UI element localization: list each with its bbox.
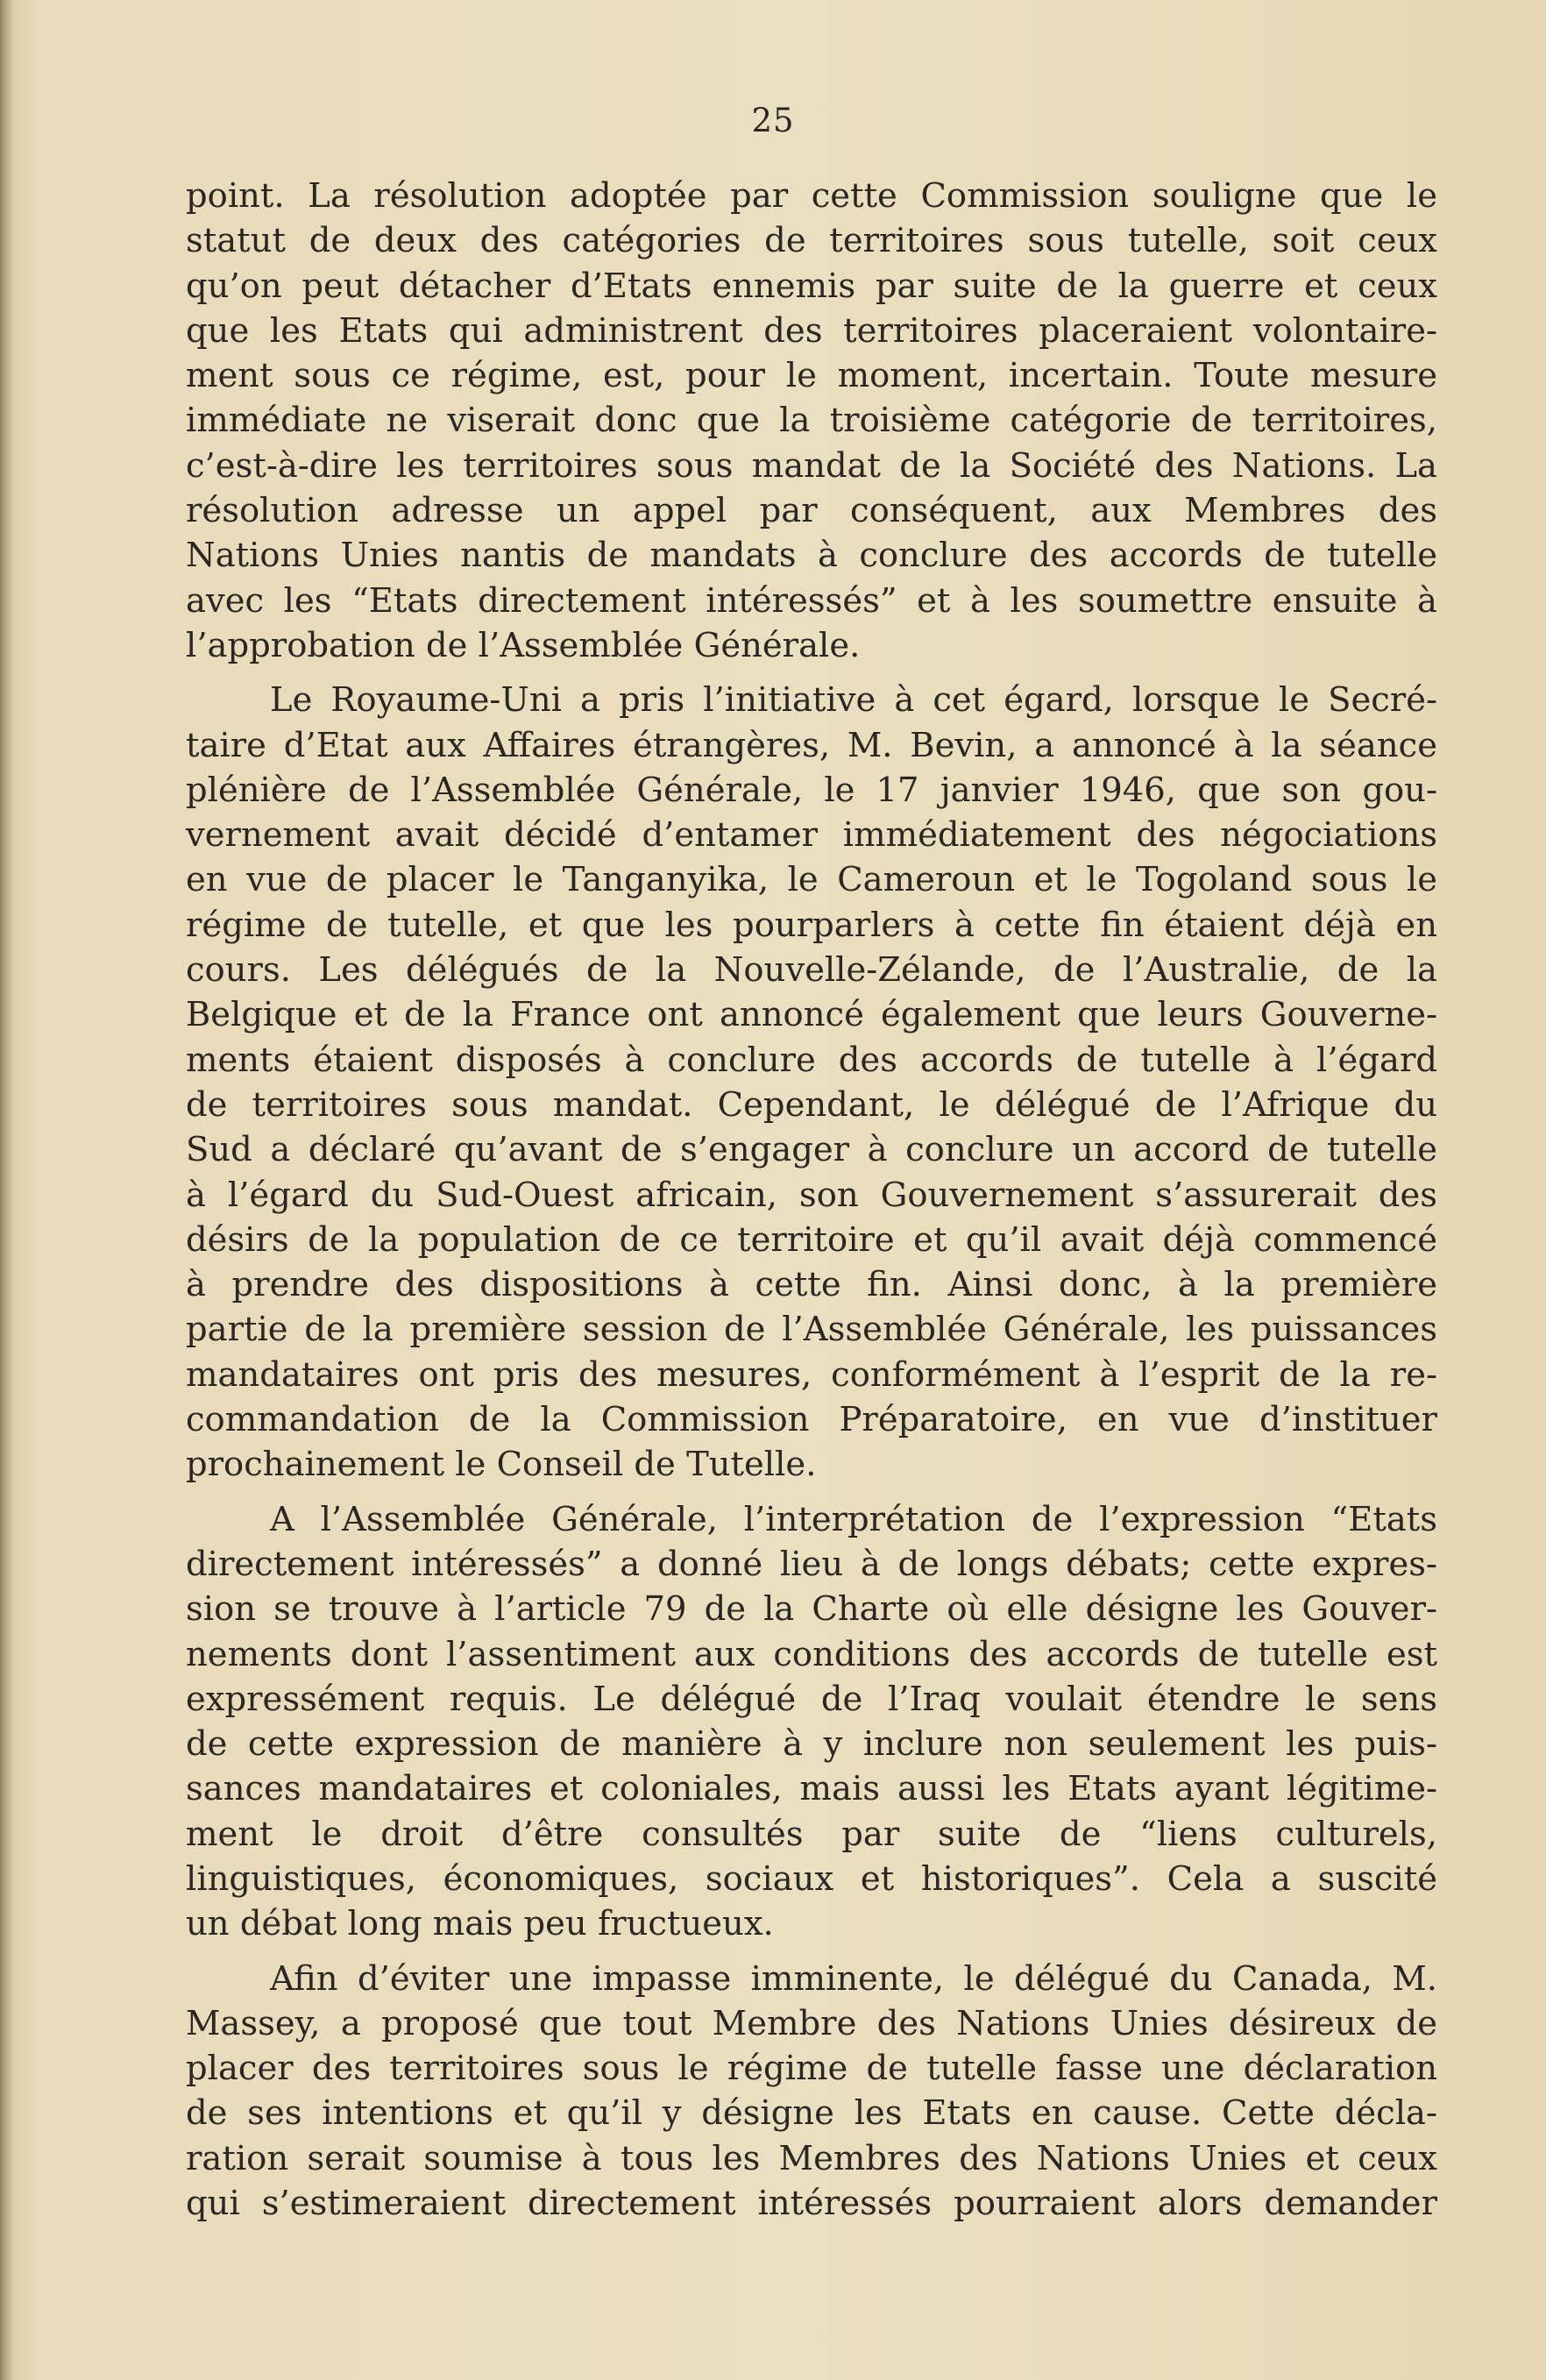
text-line: linguistiques, économiques, sociaux et historiques”. Cela a suscité	[186, 1858, 1437, 1899]
paragraph	[186, 1957, 1437, 2227]
text-line: mandataires ont pris des mesures, conformément à l’esprit de la re-	[186, 1354, 1437, 1395]
text-line: plénière de l’Assemblée Générale, le 17 janvier 1946, que son gou-	[186, 770, 1437, 810]
text-line: c’est-à-dire les territoires sous mandat de la Société des Nations. La	[186, 445, 1437, 486]
text-line: Belgique et de la France ont annoncé également que leurs Gouverne-	[186, 995, 1437, 1035]
text-line: Le Royaume-Uni a pris l’initiative à cet égard, lorsque le Secré-	[270, 680, 1437, 721]
paragraph	[186, 174, 1437, 668]
text-line: en vue de placer le Tanganyika, le Cameroun et le Togoland sous le	[186, 860, 1437, 900]
text-line: à l’égard du Sud-Ouest africain, son Gouvernement s’assurerait des	[186, 1175, 1437, 1215]
text-line: résolution adresse un appel par conséquent, aux Membres des	[186, 491, 1437, 531]
text-line: expressément requis. Le délégué de l’Iraq voulait étendre le sens	[186, 1679, 1437, 1719]
text-line: ment le droit d’être consultés par suite de “liens culturels,	[186, 1814, 1437, 1854]
text-line: immédiate ne viserait donc que la troisième catégorie de territoires,	[186, 401, 1437, 441]
text-line: nements dont l’assentiment aux conditions des accords de tutelle est	[186, 1634, 1437, 1674]
page-number: 25	[751, 102, 795, 139]
text-line: placer des territoires sous le régime de tutelle fasse une déclaration	[186, 2049, 1437, 2089]
text-line: commandation de la Commission Préparatoire, en vue d’instituer	[186, 1400, 1437, 1440]
text-line: sances mandataires et coloniales, mais aussi les Etats ayant légitime-	[186, 1769, 1437, 1809]
text-line: point. La résolution adoptée par cette Commission souligne que le	[186, 176, 1437, 216]
text-line: que les Etats qui administrent des territoires placeraient volontaire-	[186, 310, 1437, 351]
text-line: de territoires sous mandat. Cependant, le délégué de l’Afrique du	[186, 1084, 1437, 1125]
text-line: prochainement le Conseil de Tutelle.	[186, 1445, 817, 1485]
text-line: avec les “Etats directement intéressés” et à les soumettre ensuite à	[186, 580, 1437, 621]
text-line: Nations Unies nantis de mandats à conclure des accords de tutelle	[186, 536, 1437, 576]
text-line: de ses intentions et qu’il y désigne les Etats en cause. Cette décla-	[186, 2093, 1437, 2134]
text-line: statut de deux des catégories de territoires sous tutelle, soit ceux	[186, 221, 1437, 261]
text-line: régime de tutelle, et que les pourparlers à cette fin étaient déjà en	[186, 905, 1437, 945]
text-line: taire d’Etat aux Affaires étrangères, M. Bevin, a annoncé à la séance	[186, 725, 1437, 765]
text-line: ments étaient disposés à conclure des accords de tutelle à l’égard	[186, 1040, 1437, 1080]
book-binding-edge	[0, 0, 12, 2380]
text-line: Massey, a proposé que tout Membre des Nations Unies désireux de	[186, 2003, 1437, 2043]
text-line: directement intéressés” a donné lieu à de longs débats; cette expres-	[186, 1544, 1437, 1584]
paragraph	[186, 678, 1437, 1487]
text-line: désirs de la population de ce territoire et qu’il avait déjà commencé	[186, 1219, 1437, 1260]
text-line: cours. Les délégués de la Nouvelle-Zélande, de l’Australie, de la	[186, 950, 1437, 991]
text-line: ment sous ce régime, est, pour le moment, incertain. Toute mesure	[186, 356, 1437, 396]
text-line: Afin d’éviter une impasse imminente, le délégué du Canada, M.	[270, 1958, 1437, 1999]
text-line: un débat long mais peu fructueux.	[186, 1904, 774, 1944]
text-line: qu’on peut détacher d’Etats ennemis par suite de la guerre et ceux	[186, 266, 1437, 306]
text-line: Sud a déclaré qu’avant de s’engager à conclure un accord de tutelle	[186, 1130, 1437, 1170]
text-line: l’approbation de l’Assemblée Générale.	[186, 625, 861, 665]
text-line: A l’Assemblée Générale, l’interprétation de l’expression “Etats	[270, 1499, 1437, 1539]
text-line: à prendre des dispositions à cette fin. Ainsi donc, à la première	[186, 1265, 1437, 1305]
text-line: partie de la première session de l’Assemblée Générale, les puissances	[186, 1310, 1437, 1350]
text-line: de cette expression de manière à y inclure non seulement les puis-	[186, 1724, 1437, 1765]
paragraph	[186, 1497, 1437, 1947]
body-text	[186, 174, 1437, 2226]
text-line: ration serait soumise à tous les Membres des Nations Unies et ceux	[186, 2138, 1437, 2178]
text-line: sion se trouve à l’article 79 de la Charte où elle désigne les Gouver-	[186, 1589, 1437, 1630]
text-line: vernement avait décidé d’entamer immédiatement des négociations	[186, 815, 1437, 856]
text-line: qui s’estimeraient directement intéressés pourraient alors demander	[186, 2184, 1437, 2224]
